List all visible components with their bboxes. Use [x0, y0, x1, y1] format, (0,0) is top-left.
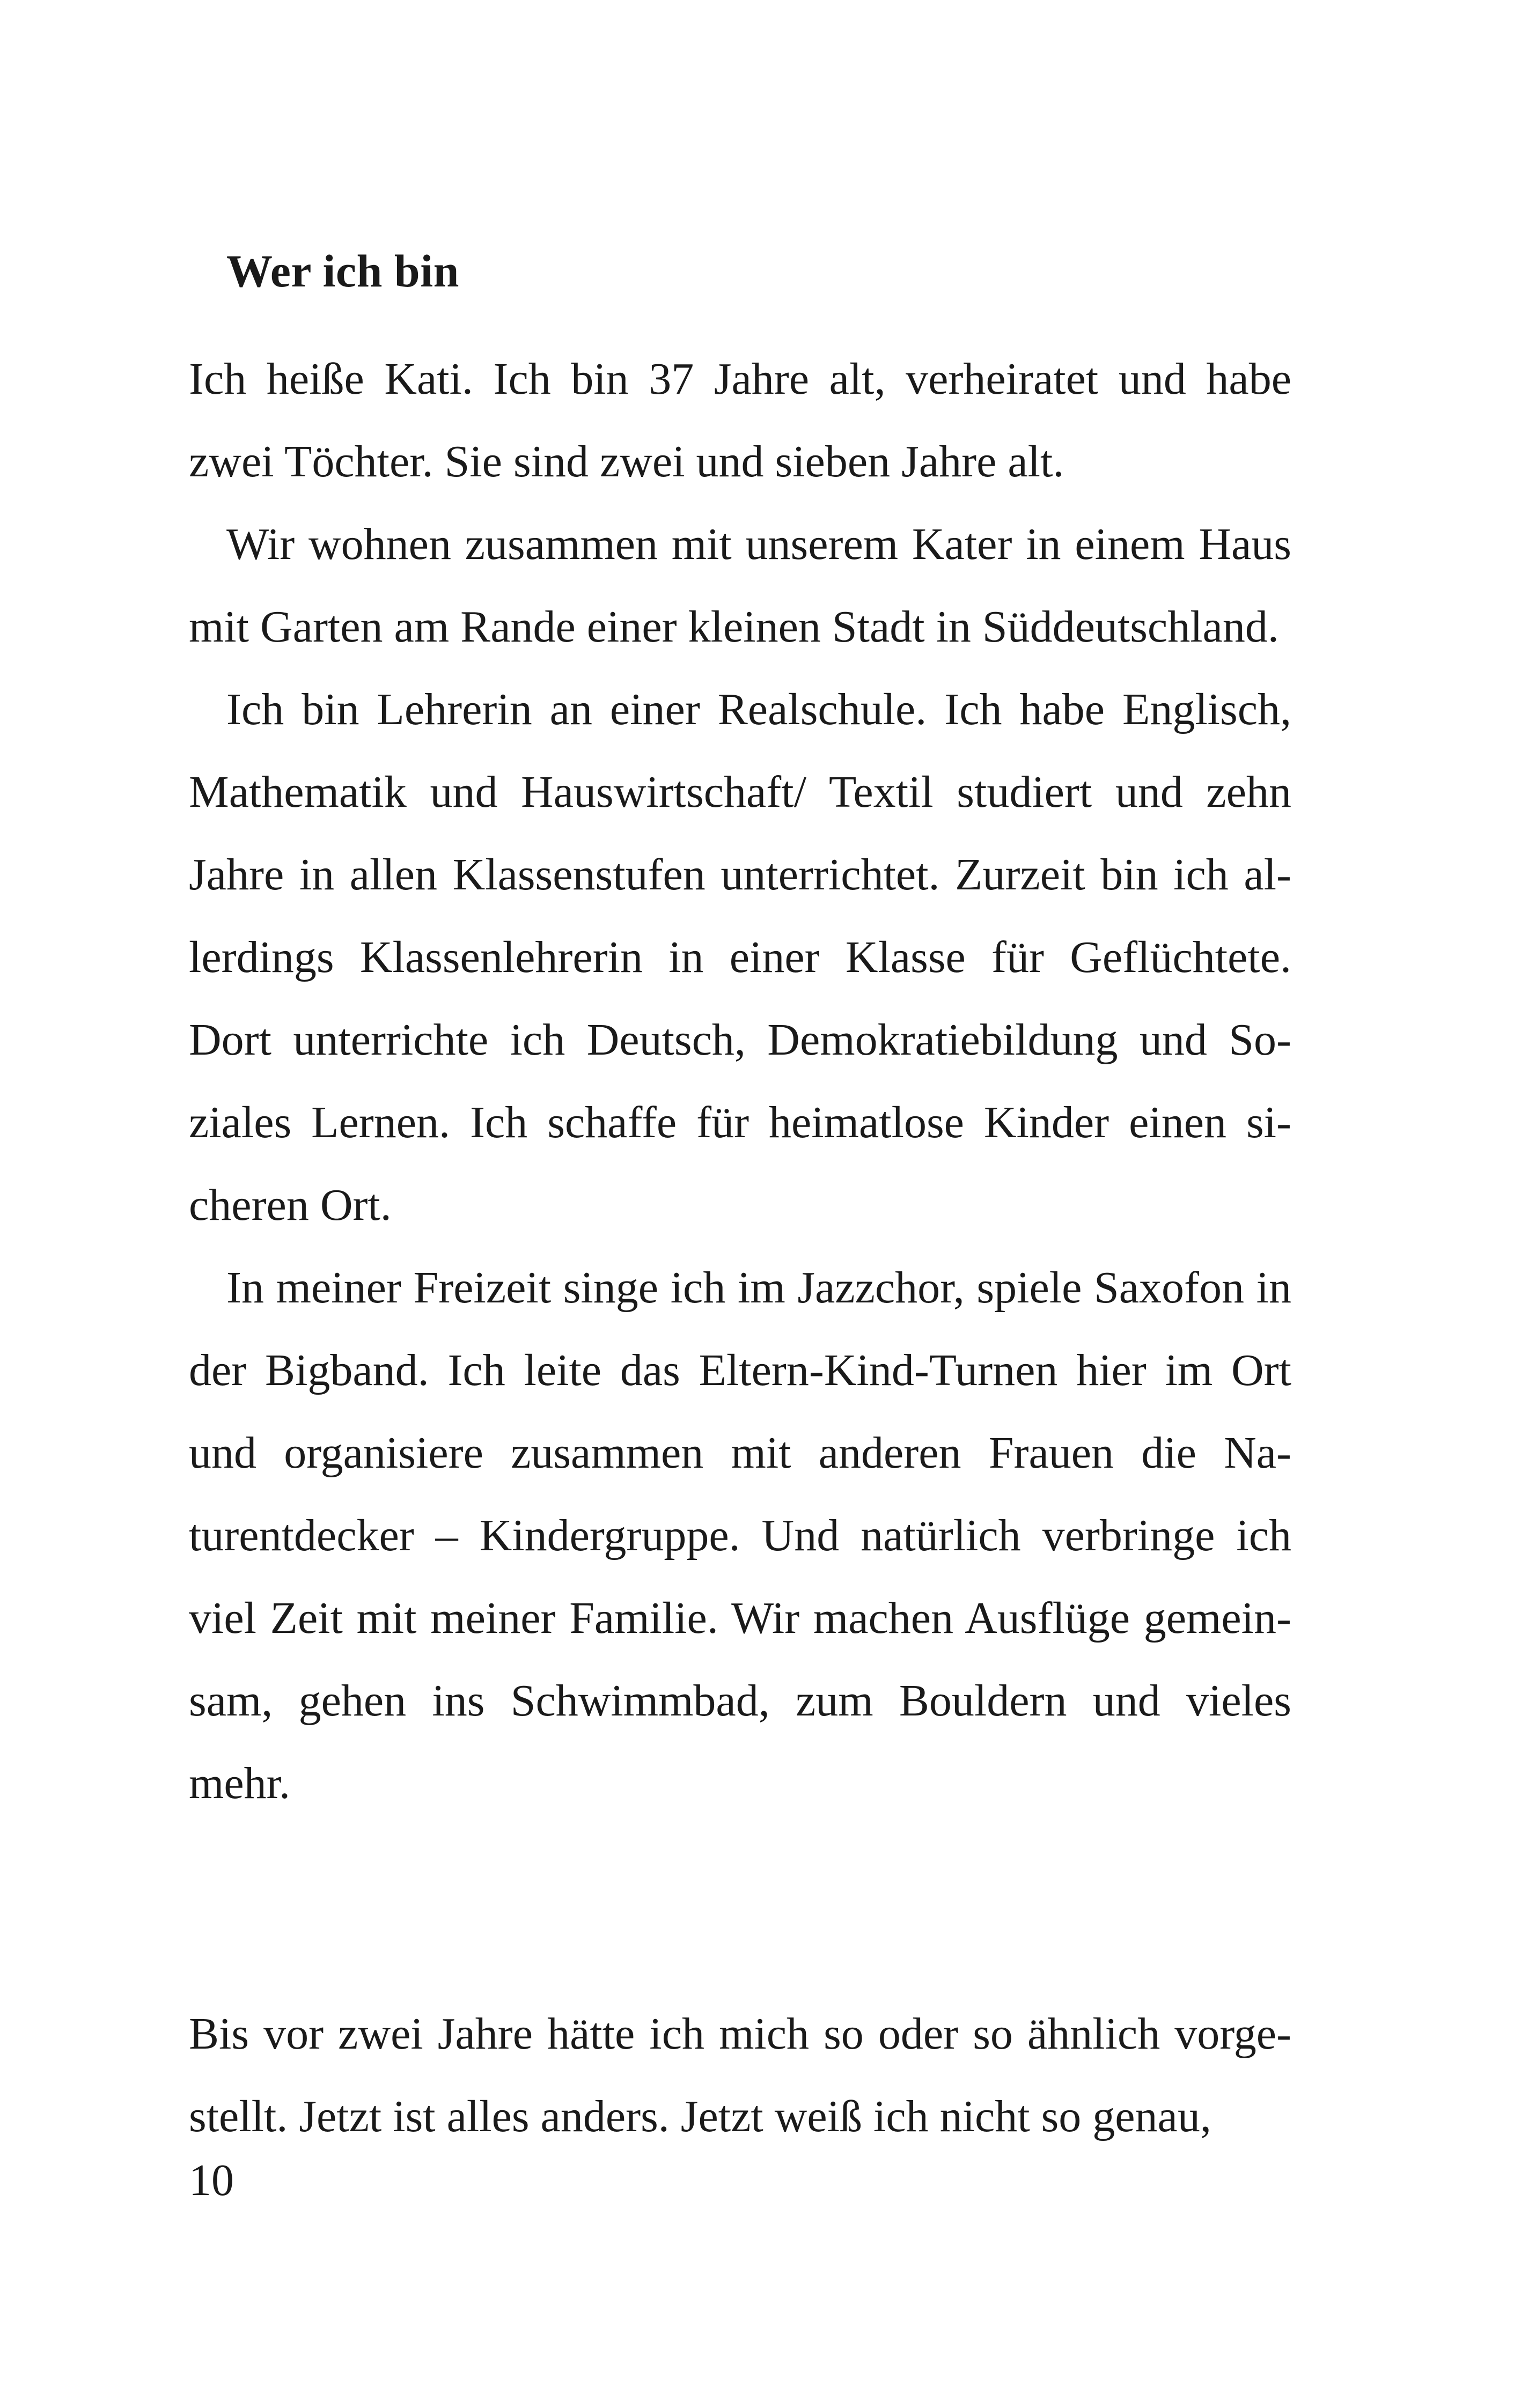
body-text — [189, 338, 1291, 1825]
paragraph-home: Wir wohnen zusammen mit unserem Kater in einem Haus mit Garten am Rande einer kleinen Stadt in Süddeutschland. — [189, 519, 1291, 652]
paragraph-closing: Bis vor zwei Jahre hätte ich mich so oder so ähnlich vorgestellt. Jetzt ist alles anders. Jetzt weiß ich nicht so genau, — [189, 2009, 1291, 2141]
closing-text — [189, 1993, 1291, 2158]
page-number: 10 — [189, 2155, 234, 2205]
paragraph-intro: Ich heiße Kati. Ich bin 37 Jahre alt, verheiratet und habe zwei Töchter. Sie sind zwei und sieben Jahre alt. — [189, 354, 1291, 487]
paragraph-work: Ich bin Lehrerin an einer Realschule. Ich habe Englisch, Mathematik und Hauswirtschaft/ Textil studiert und zehn Jahre in allen Klassenstufen unterrichtet. Zurzeit bin ich allerdings Klassenlehrerin in einer Klasse für Geflüchtete. Dort unterrichte ich Deutsch, Demokratiebildung und Soziales Lernen. Ich schaffe für heimatlose Kinder einen sicheren Ort. — [189, 684, 1291, 1230]
paragraph-free-time: In meiner Freizeit singe ich im Jazzchor, spiele Saxofon in der Bigband. Ich leite das Eltern-Kind-Turnen hier im Ort und organisiere zusammen mit anderen Frauen die Naturentdecker – Kindergruppe. Und natürlich verbringe ich viel Zeit mit meiner Familie. Wir machen Ausflüge gemeinsam, gehen ins Schwimmbad, zum Bouldern und vieles mehr. — [189, 1263, 1291, 1808]
chapter-heading: Wer ich bin — [226, 245, 459, 297]
